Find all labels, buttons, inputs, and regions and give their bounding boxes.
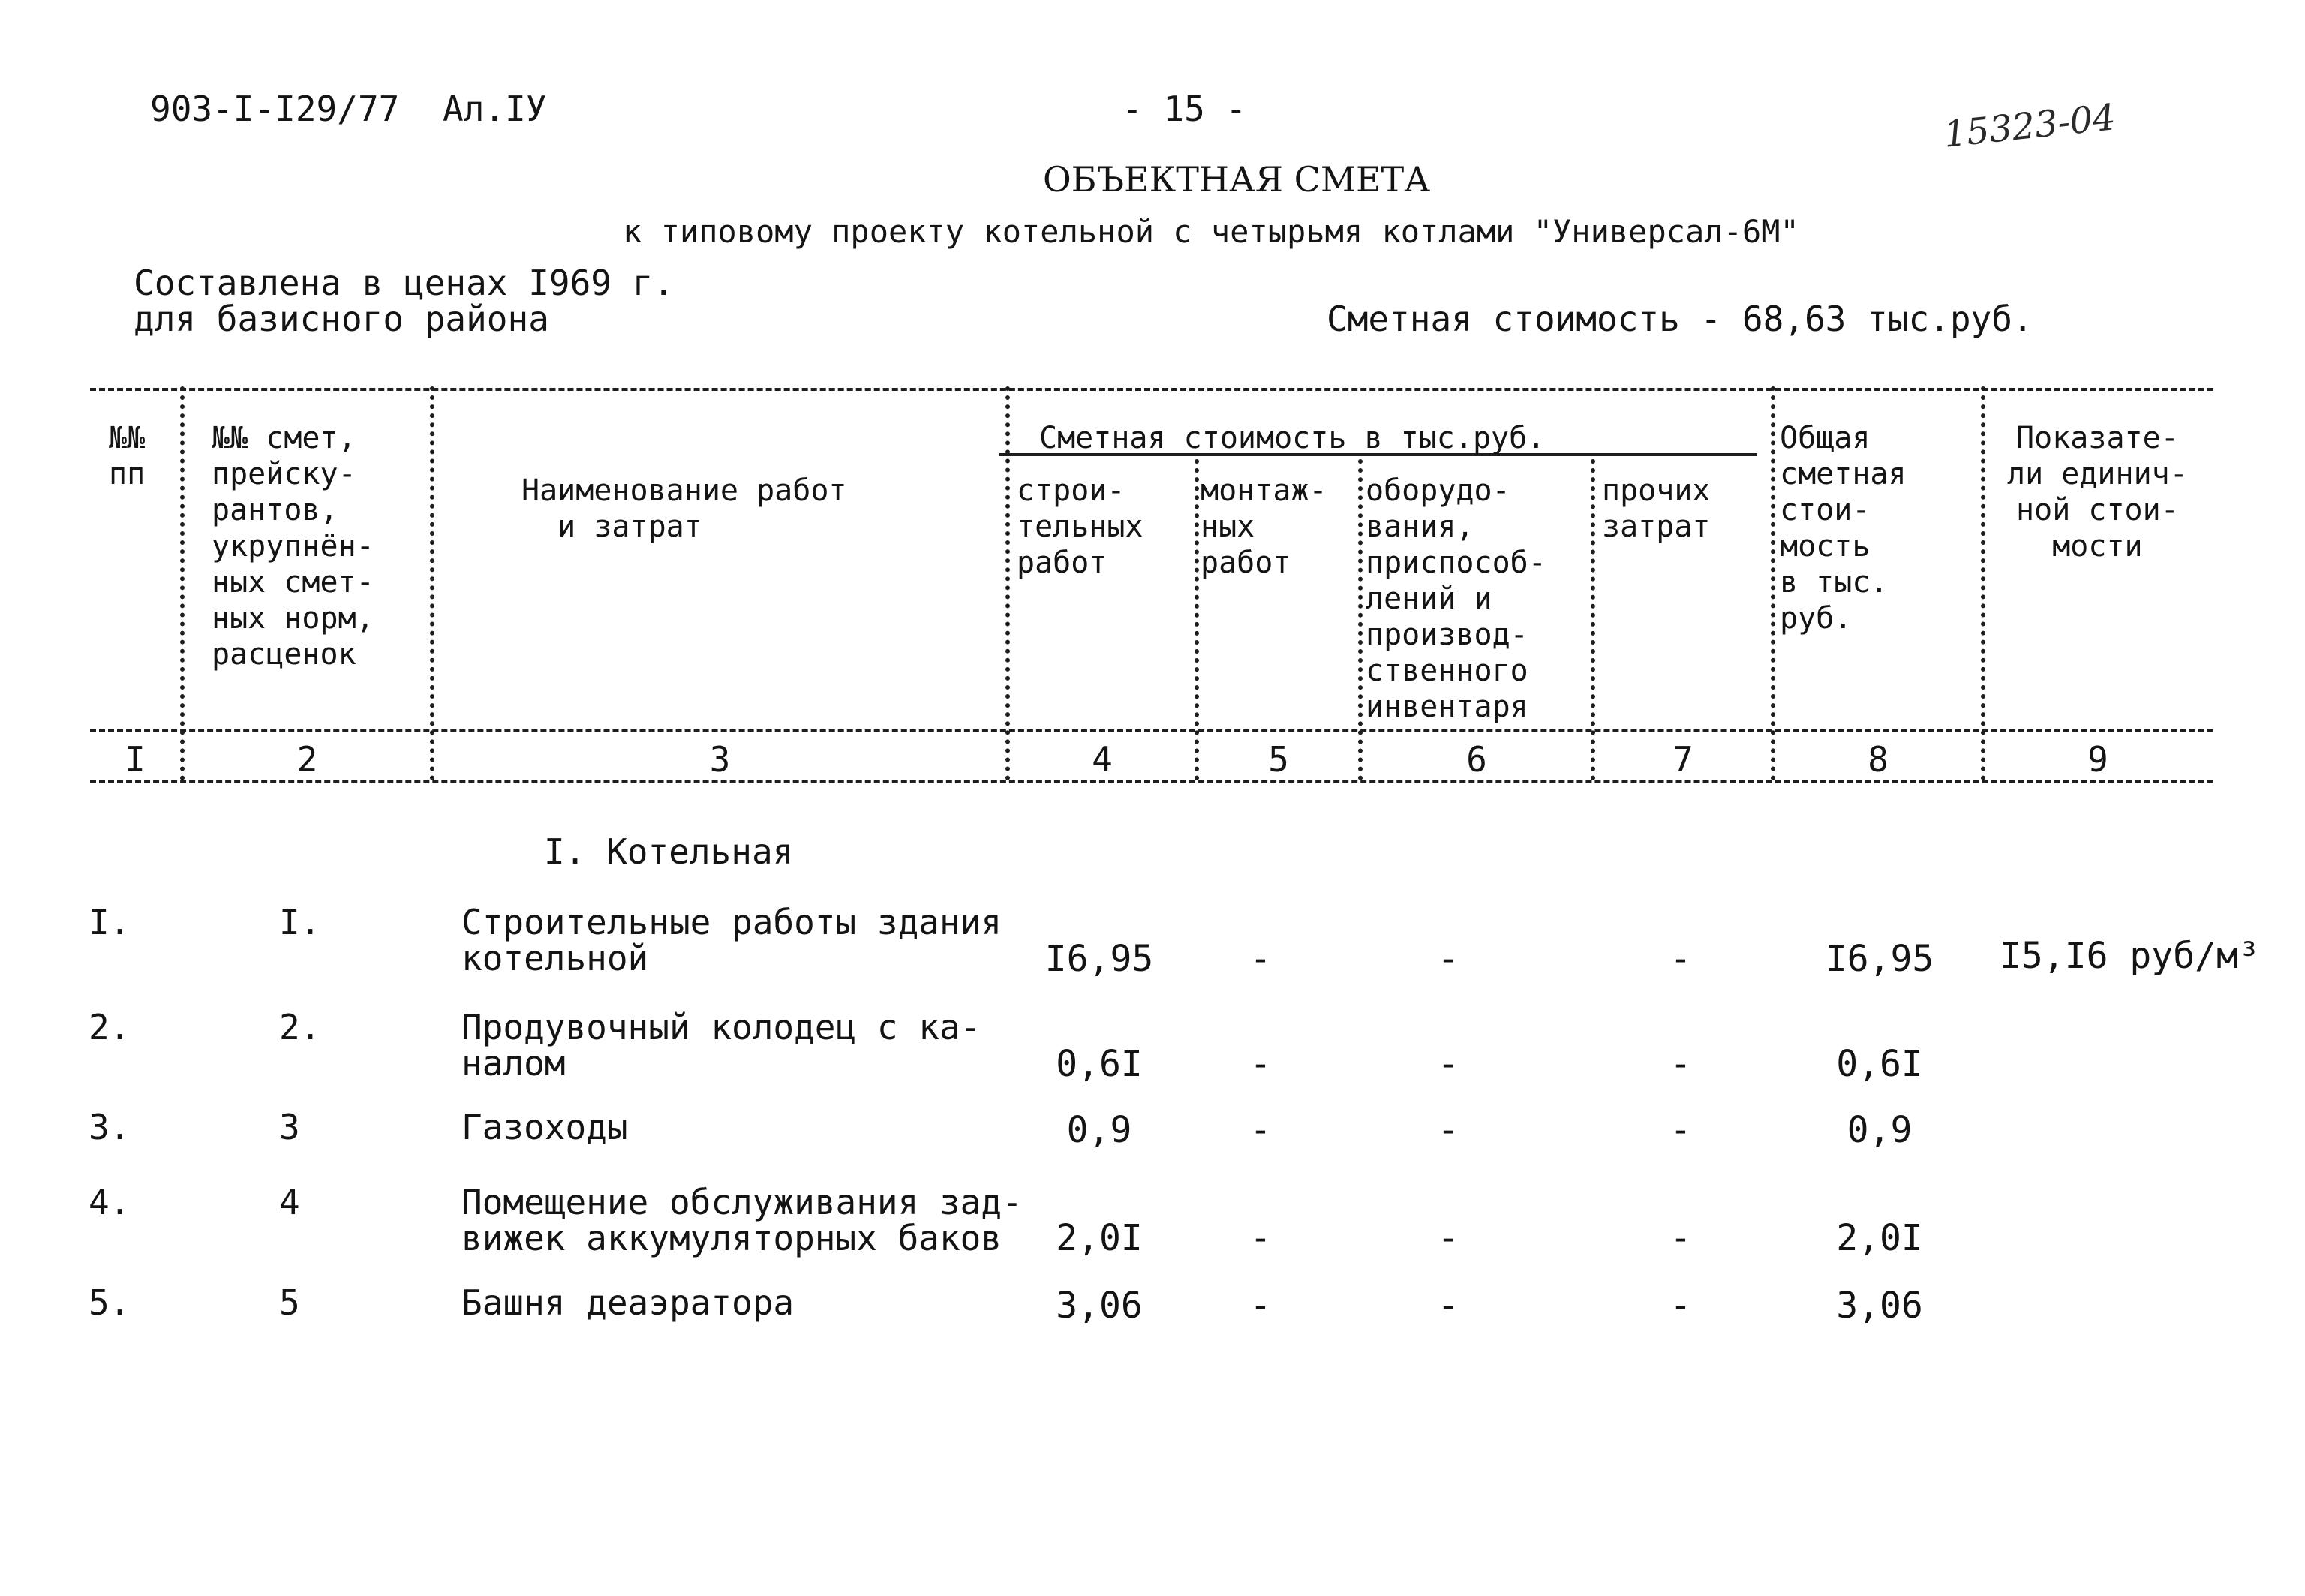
column-number-5: 5 — [1268, 739, 1289, 780]
row-construction-cost: 0,9 — [1066, 1109, 1132, 1151]
estimated-cost: Сметная стоимость - 68,63 тыс.руб. — [1327, 299, 2033, 339]
inventory-number: 15323-04 — [1941, 96, 2118, 156]
row-estimate-ref: 3 — [279, 1107, 300, 1147]
prices-basis: Составлена в ценах I969 г. — [134, 263, 675, 303]
row-installation-cost: - — [1249, 938, 1272, 980]
row-construction-cost: I6,95 — [1044, 938, 1154, 980]
column-number-7: 7 — [1672, 739, 1693, 780]
row-construction-cost: 3,06 — [1056, 1285, 1143, 1327]
row-total-cost: 0,9 — [1847, 1109, 1913, 1151]
column-number-8: 8 — [1868, 739, 1889, 780]
header-other: прочих затрат — [1602, 473, 1711, 544]
row-total-cost: I6,95 — [1825, 938, 1934, 980]
header-estimate-refs: №№ смет, прейску- рантов, укрупнён- ных смет- ных норм, расценок — [212, 421, 374, 672]
header-construction: строи- тельных работ — [1017, 473, 1143, 580]
row-equipment-cost: - — [1437, 938, 1459, 980]
row-work-name: Башня деаэратора — [461, 1282, 795, 1323]
row-equipment-cost: - — [1437, 1285, 1459, 1327]
row-work-name: Газоходы — [461, 1107, 628, 1147]
col-separator-8 — [1981, 386, 1985, 780]
header-installation: монтаж- ных работ — [1201, 473, 1327, 580]
row-work-name: Строительные работы здания котельной — [461, 902, 1002, 978]
document-subtitle: к типовому проекту котельной с четырьмя котлами "Универсал-6М" — [623, 213, 1799, 250]
col-separator-1 — [180, 386, 185, 780]
row-other-cost: - — [1669, 938, 1692, 980]
row-installation-cost: - — [1249, 1043, 1272, 1085]
header-unit-indicators: Показате- ли единич- ной стои- мости — [2007, 421, 2188, 564]
document-code: 903-I-I29/77 — [150, 89, 400, 129]
column-number-1: I — [125, 739, 146, 780]
header-bottom-rule — [90, 729, 2213, 732]
col-separator-6 — [1591, 459, 1595, 780]
col-separator-2 — [430, 386, 434, 780]
column-number-3: 3 — [709, 739, 731, 780]
row-total-cost: 0,6I — [1836, 1043, 1923, 1085]
row-work-name: Продувочный колодец с ка- налом — [461, 1007, 981, 1084]
column-number-2: 2 — [296, 739, 318, 780]
header-total-cost: Общая сметная стои- мость в тыс. руб. — [1780, 421, 1907, 636]
row-number: 3. — [89, 1107, 131, 1147]
row-equipment-cost: - — [1437, 1109, 1459, 1151]
row-equipment-cost: - — [1437, 1217, 1459, 1259]
row-installation-cost: - — [1249, 1109, 1272, 1151]
row-other-cost: - — [1669, 1285, 1692, 1327]
row-number: 2. — [89, 1007, 131, 1047]
section-title: I. Котельная — [544, 831, 794, 872]
row-unit-indicator: I5,I6 руб/м³ — [2000, 935, 2260, 977]
row-estimate-ref: 2. — [279, 1007, 321, 1047]
row-number: I. — [89, 902, 131, 942]
row-construction-cost: 0,6I — [1056, 1043, 1143, 1085]
album-number: Ал.IУ — [443, 89, 547, 129]
base-region: для базисного района — [134, 299, 549, 339]
header-work-name: Наименование работ и затрат — [521, 473, 847, 544]
row-estimate-ref: I. — [279, 902, 321, 942]
document-title: ОБЪЕКТНАЯ СМЕТА — [1043, 159, 1431, 200]
column-number-6: 6 — [1466, 739, 1487, 780]
row-installation-cost: - — [1249, 1285, 1272, 1327]
row-construction-cost: 2,0I — [1056, 1217, 1143, 1259]
row-estimate-ref: 5 — [279, 1282, 300, 1323]
row-number: 4. — [89, 1182, 131, 1222]
column-numbers-rule — [90, 780, 2213, 783]
table-top-rule — [90, 388, 2213, 391]
row-estimate-ref: 4 — [279, 1182, 300, 1222]
row-total-cost: 2,0I — [1836, 1217, 1923, 1259]
col-separator-5 — [1358, 459, 1363, 780]
col-separator-4 — [1195, 459, 1199, 780]
row-other-cost: - — [1669, 1109, 1692, 1151]
row-work-name: Помещение обслуживания зад- вижек аккумуляторных баков — [461, 1182, 1023, 1258]
col-separator-3 — [1005, 386, 1010, 780]
col-separator-7 — [1771, 386, 1775, 780]
header-equipment: оборудо- вания, приспособ- лений и производ- ственного инвентаря — [1366, 473, 1546, 724]
header-group-cost: Сметная стоимость в тыс.руб. — [1039, 421, 1546, 455]
row-other-cost: - — [1669, 1217, 1692, 1259]
row-other-cost: - — [1669, 1043, 1692, 1085]
page-number: - 15 - — [1122, 89, 1247, 129]
row-installation-cost: - — [1249, 1217, 1272, 1259]
row-total-cost: 3,06 — [1836, 1285, 1923, 1327]
column-number-4: 4 — [1092, 739, 1113, 780]
row-equipment-cost: - — [1437, 1043, 1459, 1085]
row-number: 5. — [89, 1282, 131, 1323]
column-number-9: 9 — [2087, 739, 2108, 780]
header-row-number: №№ пп — [109, 421, 146, 491]
